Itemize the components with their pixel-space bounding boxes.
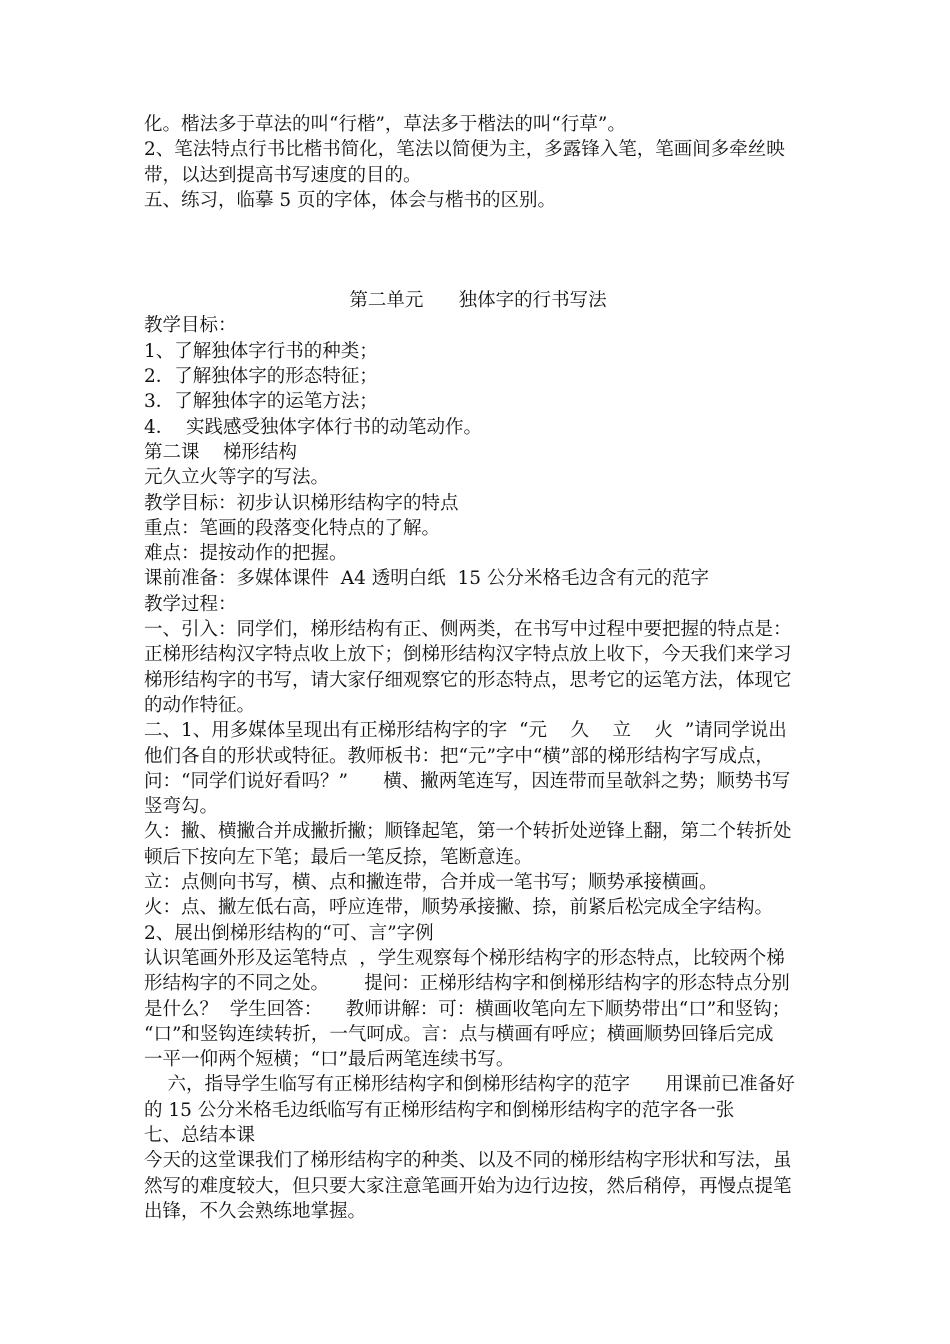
text-line: 二、1、用多媒体呈现出有正梯形结构字的字 “元 久 立 火 ”请同学说出 — [144, 720, 787, 742]
text-line: 4． 实践感受独体字体行书的动笔动作。 — [144, 416, 483, 438]
text-line: 化。楷法多于草法的叫“行楷”，草法多于楷法的叫“行草”。 — [144, 114, 626, 135]
text-line: 认识笔画外形及运笔特点 ，学生观察每个梯形结构字的形态特点，比较两个梯 — [144, 947, 785, 969]
text-line: 今天的这堂课我们了梯形结构字的种类、以及不同的梯形结构字形状和写法，虽 — [144, 1150, 792, 1172]
text-line: 七、总结本课 — [144, 1124, 256, 1146]
text-line: 2．了解独体字的形态特征； — [144, 366, 378, 388]
text-line: 课前准备：多媒体课件 A4 透明白纸 15 公分米格毛边含有元的范字 — [144, 568, 709, 590]
text-line: 五、练习，临摹 5 页的字体，体会与楷书的区别。 — [144, 189, 557, 211]
text-line: 梯形结构字的书写，请大家仔细观察它的形态特点，思考它的运笔方法，体现它 — [144, 669, 792, 691]
text-line: 的 15 公分米格毛边纸临写有正梯形结构字和倒梯形结构字的范字各一张 — [144, 1099, 735, 1121]
text-line: 六，指导学生临写有正梯形结构字和倒梯形结构字的范字 用课前已准备好 — [144, 1074, 795, 1096]
text-line: 问：“同学们说好看吗？” 横、撇两笔连写，因连带而呈欹斜之势；顺势书写 — [144, 770, 791, 792]
text-line: 顿后下按向左下笔；最后一笔反捺，笔断意连。 — [144, 846, 533, 868]
text-line: 一平一仰两个短横；“口”最后两笔连续书写。 — [144, 1049, 515, 1071]
text-line: 正梯形结构汉字特点收上放下；倒梯形结构汉字特点放上收下，今天我们来学习 — [144, 644, 792, 666]
text-line: 一、引入：同学们，梯形结构有正、侧两类，在书写中过程中要把握的特点是： — [144, 619, 792, 641]
text-line: 的动作特征。 — [144, 694, 256, 716]
text-line: 重点：笔画的段落变化特点的了解。 — [144, 517, 441, 539]
previous-unit-section — [144, 112, 812, 213]
text-line: 元久立火等字的写法。 — [144, 467, 330, 489]
text-line: 3．了解独体字的运笔方法； — [144, 391, 378, 413]
text-line: 带，以达到提高书写速度的目的。 — [144, 164, 422, 186]
text-line: 竖弯勾。 — [144, 796, 219, 818]
text-line: 然写的难度较大，但只要大家注意笔画开始为边行边按，然后稍停，再慢点提笔 — [144, 1175, 792, 1197]
text-line: 难点：提按动作的把握。 — [144, 543, 348, 565]
text-line: 形结构字的不同之处。 提问：正梯形结构字和倒梯形结构字的形态特点分别 — [144, 973, 790, 995]
text-line: 火：点、撇左低右高，呼应连带，顺势承接撇、捺，前紧后松完成全字结构。 — [144, 897, 774, 919]
text-line: 1、了解独体字行书的种类； — [144, 340, 378, 362]
unit-body — [144, 313, 812, 1224]
text-line: 教学目标： — [144, 315, 237, 337]
text-line: 教学过程： — [144, 593, 237, 615]
text-line: 立：点侧向书写，横、点和撇连带，合并成一笔书写；顺势承接横画。 — [144, 872, 718, 894]
unit-title: 第二单元 独体字的行书写法 — [349, 290, 607, 312]
text-line: 出锋，不久会熟练地掌握。 — [144, 1200, 367, 1222]
text-line: 2、展出倒梯形结构的“可、言”字例 — [144, 922, 434, 944]
text-line: 他们各自的形状或特征。教师板书：把“元”字中“横”部的梯形结构字写成点， — [144, 745, 774, 767]
text-line: 久：撇、横撇合并成撇折撇；顺锋起笔，第一个转折处逆锋上翻，第二个转折处 — [144, 821, 792, 843]
document-page — [144, 112, 812, 1224]
text-line: 是什么？ 学生回答： 教师讲解：可：横画收笔向左下顺势带出“口”和竖钩； — [144, 998, 791, 1020]
text-line: “口”和竖钩连续转折，一气呵成。言：点与横画有呼应；横画顺势回锋后完成 — [144, 1023, 774, 1045]
text-line: 第二课 梯形结构 — [144, 441, 298, 463]
text-line: 教学目标：初步认识梯形结构字的特点 — [144, 492, 459, 514]
text-line: 2、笔法特点行书比楷书简化，笔法以简便为主，多露锋入笔，笔画间多牵丝映 — [144, 139, 785, 161]
